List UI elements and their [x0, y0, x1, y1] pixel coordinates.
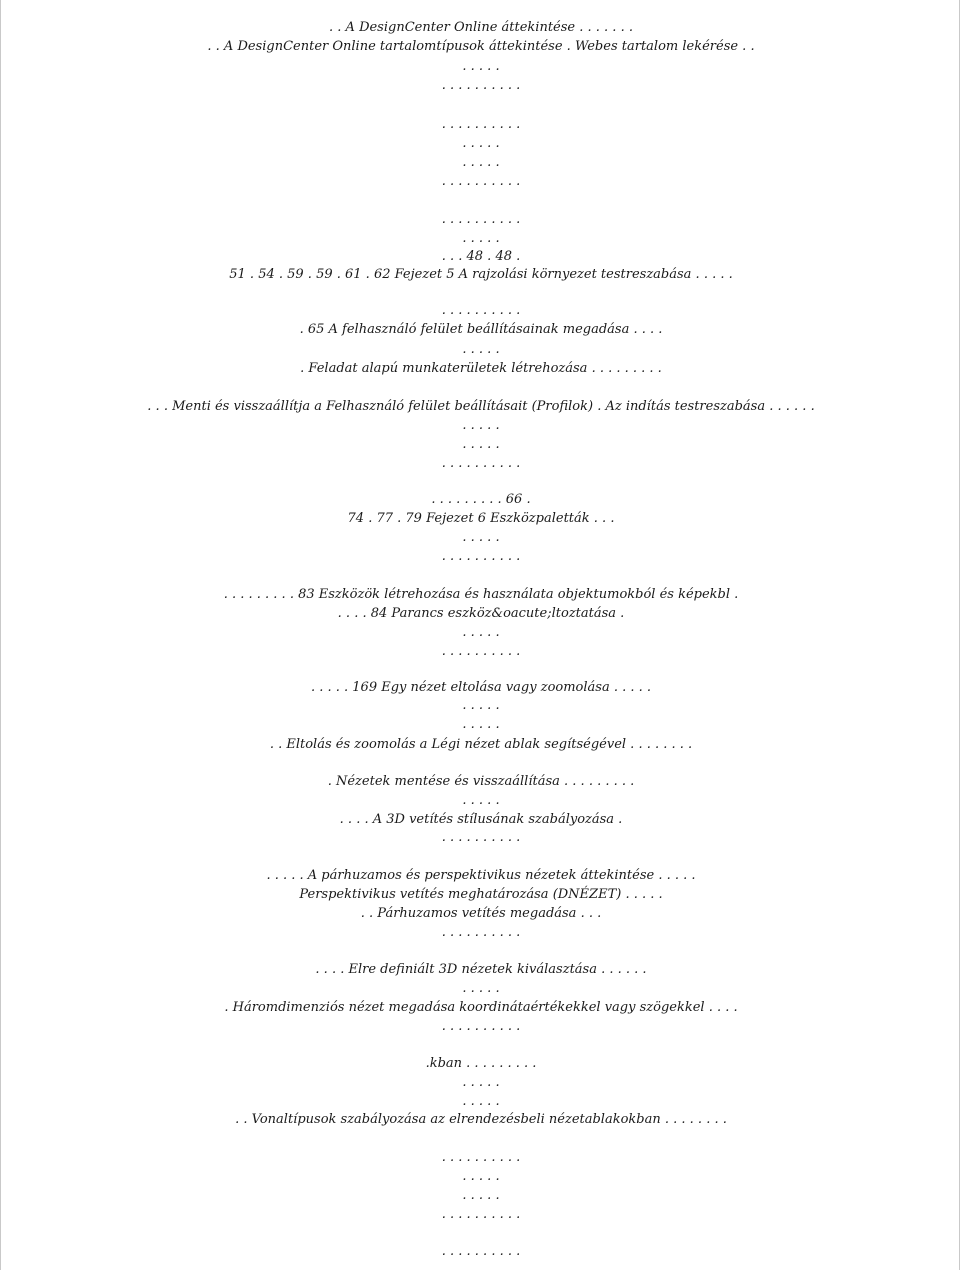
toc-line: 74 . 77 . 79 Fejezet 6 Eszközpaletták . . .: [347, 511, 615, 526]
toc-line: . . A DesignCenter Online áttekintése . . . . . . .: [329, 20, 633, 35]
toc-line: . . . . . . . . . .: [441, 456, 521, 471]
toc-line: . . . . . . . . . .: [441, 1244, 521, 1259]
toc-line: . . . . 84 Parancs eszköz&oacute;ltoztatása .: [337, 606, 625, 621]
toc-line: . . Eltolás és zoomolás a Légi nézet ablak segítségével . . . . . . . .: [269, 737, 693, 752]
toc-line: . . Vonaltípusok szabályozása az elrendezésbeli nézetablakokban . . . . . . . .: [235, 1112, 727, 1127]
toc-line: . Feladat alapú munkaterületek létrehozása . . . . . . . . .: [300, 361, 662, 376]
toc-line: . . . . . . . . . .: [441, 174, 521, 189]
toc-line: . . Párhuzamos vetítés megadása . . .: [360, 906, 602, 921]
toc-line: . . . Menti és visszaállítja a Felhasználó felület beállításait (Profilok) . Az indítás testreszabása . . . . . .: [147, 399, 815, 414]
toc-line: . . . . . . . . . .: [441, 549, 521, 564]
toc-line: . Nézetek mentése és visszaállítása . . . . . . . . .: [327, 774, 635, 789]
toc-line: . Háromdimenziós nézet megadása koordinátaértékekkel vagy szögekkel . . . .: [224, 1000, 738, 1015]
toc-line: . . . 48 . 48 .: [441, 249, 521, 264]
toc-line: . . . . .: [462, 1094, 500, 1109]
toc-line: . 65 A felhasználó felület beállításainak megadása . . . .: [299, 322, 663, 337]
toc-line: . . . . . . . . . 83 Eszközök létrehozása és használata objektumokból és képekbl .: [223, 587, 739, 602]
toc-line: . . . . .: [462, 418, 500, 433]
toc-line: . . . . .: [462, 155, 500, 170]
toc-line: Perspektivikus vetítés meghatározása (DNÉZET) . . . . .: [299, 887, 663, 902]
toc-line: . . . . A 3D vetítés stílusának szabályozása .: [339, 812, 623, 827]
toc-line: . . . . .: [462, 1169, 500, 1184]
toc-line: . . . . . . . . . .: [441, 1019, 521, 1034]
toc-line: . . . . . . . . . .: [441, 644, 521, 659]
toc-line: . . . . . . . . . .: [441, 830, 521, 845]
toc-line: . . . . .: [462, 59, 500, 74]
toc-line: . . . . . . . . . .: [441, 303, 521, 318]
toc-line: . . . . .: [462, 1075, 500, 1090]
toc-line: . . . . .: [462, 793, 500, 808]
toc-line: . . . . .: [462, 530, 500, 545]
toc-line: . . . . Elre definiált 3D nézetek kiválasztása . . . . . .: [315, 962, 647, 977]
toc-line: . . . . . . . . . .: [441, 1150, 521, 1165]
toc-line: . . . . .: [462, 1188, 500, 1203]
toc-line: . . . . . 169 Egy nézet eltolása vagy zoomolása . . . . .: [310, 680, 652, 695]
toc-line: . . . . .: [462, 136, 500, 151]
toc-line: . . . . .: [462, 625, 500, 640]
toc-line: 51 . 54 . 59 . 59 . 61 . 62 Fejezet 5 A rajzolási környezet testreszabása . . . . .: [229, 267, 733, 282]
toc-line: . . . . .: [462, 981, 500, 996]
toc-line: . . A DesignCenter Online tartalomtípusok áttekintése . Webes tartalom lekérése . .: [207, 39, 755, 54]
toc-line: . . . . .: [462, 342, 500, 357]
toc-line: . . . . . . . . . 66 .: [431, 492, 531, 507]
toc-line: . . . . .: [462, 717, 500, 732]
toc-line: . . . . .: [462, 231, 500, 246]
toc-line: . . . . . . . . . .: [441, 1207, 521, 1222]
toc-line: .kban . . . . . . . . .: [425, 1056, 537, 1071]
toc-line: . . . . . . . . . .: [441, 78, 521, 93]
toc-line: . . . . . . . . . .: [441, 212, 521, 227]
toc-line: . . . . .: [462, 437, 500, 452]
toc-line: . . . . .: [462, 698, 500, 713]
toc-line: . . . . . . . . . .: [441, 117, 521, 132]
toc-line: . . . . . . . . . .: [441, 925, 521, 940]
toc-line: . . . . . A párhuzamos és perspektivikus nézetek áttekintése . . . . .: [266, 868, 696, 883]
